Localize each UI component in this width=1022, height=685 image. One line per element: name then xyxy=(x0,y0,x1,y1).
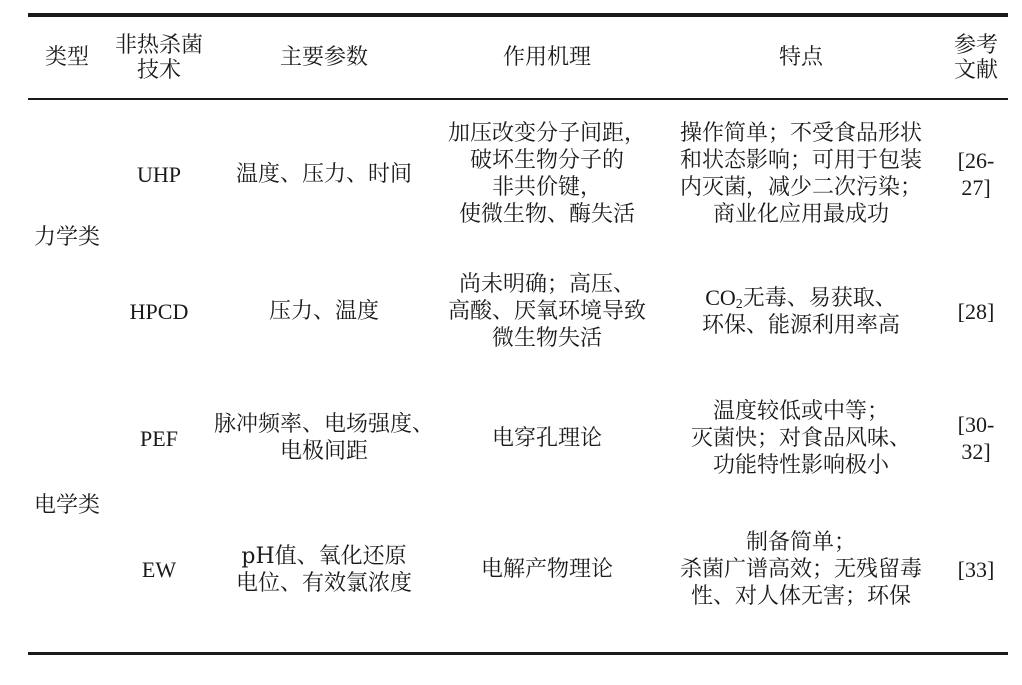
refs-cell: [33] xyxy=(957,557,995,582)
tech-cell: UHP xyxy=(136,161,181,187)
params-cell: 温度、压力、时间 xyxy=(235,161,412,187)
header-features: 特点 xyxy=(778,45,823,70)
header-type: 类型 xyxy=(44,45,89,70)
table-row xyxy=(28,502,1008,637)
params-cell: 压力、温度 xyxy=(268,298,379,324)
group-label-mechanical: 力学类 xyxy=(33,224,100,250)
refs-cell: [28] xyxy=(957,298,995,324)
tech-cell: EW xyxy=(141,557,177,582)
tech-cell: HPCD xyxy=(129,298,189,324)
features-cell: $CO_2$无毒、易获取、 环保、能源利用率高 xyxy=(701,284,900,338)
table-row xyxy=(28,374,1008,502)
mechanism-cell: 尚未明确；高压、 高酸、厌氧环境导致 微生物失活 xyxy=(447,271,646,351)
mechanism-cell: 电穿孔理论 xyxy=(491,425,602,451)
params-cell: pH值、氧化还原 电位、有效氯浓度 xyxy=(235,543,412,596)
refs-cell: [26-27] xyxy=(957,148,995,200)
table-bottom-rule xyxy=(28,652,1008,655)
features-cell: 制备简单； 杀菌广谱高效；无残留毒 性、对人体无害；环保 xyxy=(679,530,922,609)
tech-cell: PEF xyxy=(140,425,178,451)
params-cell: 脉冲频率、电场强度、 电极间距 xyxy=(213,412,434,464)
header-mechanism: 作用机理 xyxy=(502,45,591,70)
refs-cell: [30-32] xyxy=(957,412,995,464)
header-refs: 参考 文献 xyxy=(953,32,998,83)
mechanism-cell: 加压改变分子间距， 破坏生物分子的 非共价键， 使微生物、酶失活 xyxy=(447,121,646,227)
table-row xyxy=(28,100,1008,248)
group-label-electrical: 电学类 xyxy=(33,493,100,518)
header-tech: 非热杀菌 技术 xyxy=(114,32,203,83)
header-params: 主要参数 xyxy=(279,45,368,70)
sterilization-table xyxy=(28,17,1008,637)
co2-text: $CO_2$ xyxy=(705,284,743,312)
features-cell: 温度较低或中等； 灭菌快；对食品风味、 功能特性影响极小 xyxy=(690,398,911,478)
features-cell: 操作简单；不受食品形状 和状态影响；可用于包装 内灭菌，减少二次污染； 商业化应用最成功 xyxy=(679,121,922,227)
table-row xyxy=(28,248,1008,374)
mechanism-cell: 电解产物理论 xyxy=(480,557,613,582)
header-row xyxy=(28,17,1008,98)
